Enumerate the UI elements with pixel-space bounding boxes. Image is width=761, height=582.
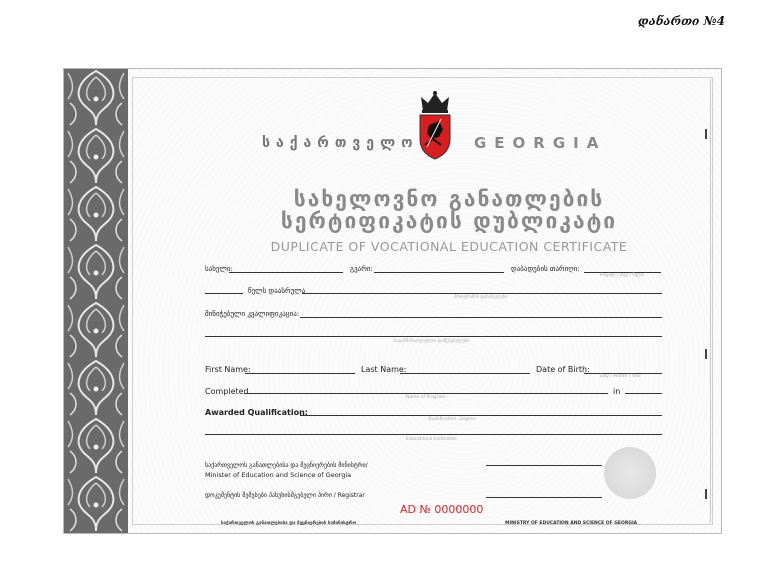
field-line bbox=[302, 293, 662, 294]
title-ka-line2: სერტიფიკატის დუბლიკატი bbox=[280, 209, 618, 233]
field-line bbox=[400, 373, 530, 374]
field-line bbox=[245, 373, 355, 374]
field-qualification-ka: მინიჭებული კვალიფიკაცია: bbox=[205, 310, 300, 318]
margin-tick bbox=[705, 349, 707, 359]
field-line bbox=[205, 336, 662, 337]
hint-program-en: Name of Program bbox=[406, 395, 446, 400]
field-line bbox=[205, 434, 662, 435]
hint-birthdate-ka: რიცხვი / თვე / წელი bbox=[600, 273, 645, 278]
minister-signature-line bbox=[486, 465, 602, 466]
footer-ministry-ka: საქართველოს განათლებისა და მეცნიერების სამინისტრო bbox=[221, 521, 357, 526]
hint-program-ka: პროგრამის დასახელება bbox=[454, 295, 508, 300]
title-ka-line1: სახელოვნო განათლების bbox=[293, 187, 605, 211]
field-line bbox=[374, 272, 504, 273]
hint-qualification-en: Qualification, Degree bbox=[428, 417, 476, 422]
registrar-title: დოკუმენტის შემვსები პასუხისმგებელი პირი / Registrar bbox=[205, 492, 365, 499]
field-birthdate-ka: დაბადების თარიღი: bbox=[511, 265, 580, 273]
field-line bbox=[229, 272, 343, 273]
field-date-of-birth: Date of Birth: bbox=[536, 365, 590, 374]
margin-tick bbox=[705, 489, 707, 499]
certificate bbox=[63, 68, 722, 534]
field-completed: Completed bbox=[205, 387, 249, 396]
hint-dob: Day / Month / Year bbox=[600, 374, 642, 379]
minister-title-ka: საქართველოს განათლებისა და მეცნიერების მინისტრი/ bbox=[205, 462, 368, 469]
country-name-ka: საქართველო bbox=[262, 135, 419, 151]
hint-institution-en: Educational Institution bbox=[406, 437, 457, 442]
field-line bbox=[244, 393, 608, 394]
field-line bbox=[625, 393, 662, 394]
title-en: DUPLICATE OF VOCATIONAL EDUCATION CERTIFICATE bbox=[270, 239, 628, 254]
hint-institution-ka: საგანმანათლებლო დაწესებულება bbox=[394, 339, 470, 344]
minister-title-en: Minister of Education and Science of Georgia bbox=[205, 471, 352, 479]
field-name-ka: სახელი: bbox=[205, 265, 233, 273]
coat-of-arms-icon bbox=[417, 89, 453, 165]
field-last-name: Last Name: bbox=[361, 365, 407, 374]
field-surname-ka: გვარი: bbox=[350, 265, 373, 273]
serial-number: AD № 0000000 bbox=[400, 503, 484, 516]
field-in: in bbox=[613, 387, 621, 396]
field-line bbox=[205, 293, 243, 294]
margin-tick bbox=[705, 129, 707, 139]
field-line bbox=[300, 317, 662, 318]
field-line bbox=[300, 415, 662, 416]
field-year-completed-ka: წელს დაასრულა bbox=[248, 287, 306, 295]
seal-placeholder bbox=[604, 447, 656, 499]
right-guilloche-band bbox=[710, 79, 715, 523]
field-first-name: First Name: bbox=[205, 365, 251, 374]
ornamental-border bbox=[64, 69, 128, 533]
field-awarded-qualification: Awarded Qualification: bbox=[205, 408, 308, 417]
registrar-signature-line bbox=[486, 497, 602, 498]
annex-label: დანართი №4 bbox=[637, 14, 725, 28]
footer-ministry-en: MINISTRY OF EDUCATION AND SCIENCE OF GEORGIA bbox=[505, 521, 638, 526]
country-name-en: GEORGIA bbox=[474, 134, 607, 152]
